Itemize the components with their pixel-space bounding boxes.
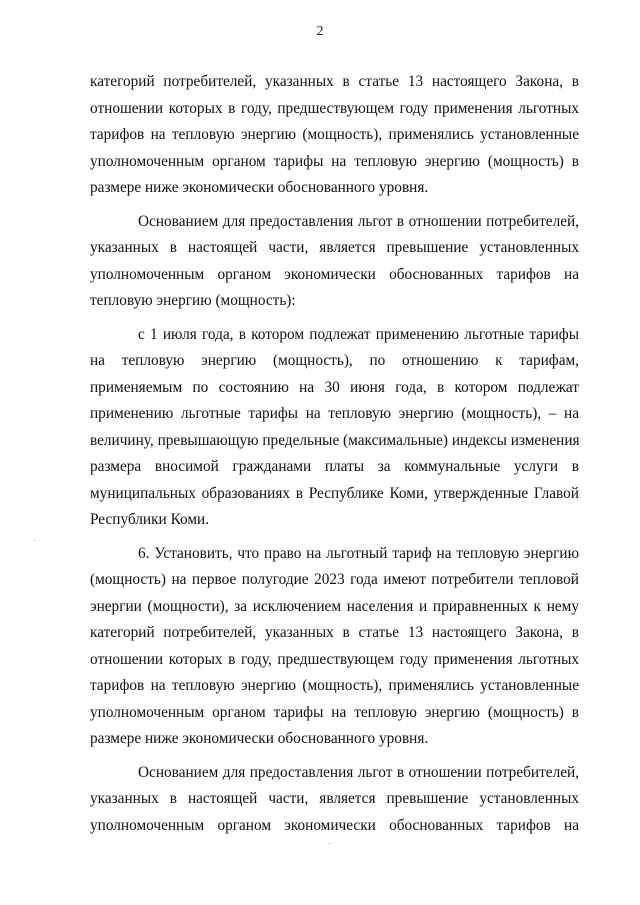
paragraph-continuation [90,69,579,202]
text-line: отношении которых в году, предшествующем году применения льготных [90,99,579,117]
text-line: размере ниже экономически обоснованного уровня. [90,179,429,196]
text-line: тарифов на тепловую энергию (мощность), применялись установленные [90,677,579,694]
text-line: величину, превышающую предельные (максимальные) индексы изменения [90,431,580,449]
text-line: 6. Установить, что право на льготный тариф на тепловую энергию [138,544,579,562]
text-line: Республики Коми. [90,511,210,528]
text-line: размера вносимой гражданами платы за коммунальные услуги в [90,458,579,475]
paragraph-item-6 [90,541,579,753]
body-text [90,69,579,839]
scan-speck [329,843,330,844]
text-line: применяемым по состоянию на 30 июня года, в котором подлежат [90,378,579,396]
text-line: Основанием для предоставления льгот в отношении потребителей, [138,212,579,230]
text-line: применению льготные тарифы на тепловую энергию (мощность), – на [90,405,579,422]
text-line: Основанием для предоставления льгот в отношении потребителей, [138,763,579,781]
text-line: указанных в настоящей части, является превышение установленных [90,790,579,807]
text-line: указанных в настоящей части, является превышение установленных [90,239,579,256]
text-line: категорий потребителей, указанных в статье 13 настоящего Закона, в [90,73,579,90]
paragraph-from-july [90,322,579,534]
scan-speck [34,540,35,541]
text-line: на тепловую энергию (мощность), по отношению к тарифам, [90,352,579,369]
text-line: с 1 июля года, в котором подлежат применению льготные тарифы [138,325,579,343]
paragraph-basis-2 [90,760,579,840]
text-line: уполномоченным органом тарифы на тепловую энергию (мощность) в [90,703,579,721]
text-line: уполномоченным органом экономически обоснованных тарифов на [90,816,579,834]
text-line: уполномоченным органом тарифы на тепловую энергию (мощность) в [90,152,579,170]
text-line: размере ниже экономически обоснованного уровня. [90,730,429,747]
text-line: (мощность) на первое полугодие 2023 года имеют потребители тепловой [90,571,579,588]
paragraph-basis [90,209,579,315]
text-line: уполномоченным органом экономически обоснованных тарифов на [90,265,579,283]
text-line: категорий потребителей, указанных в статье 13 настоящего Закона, в [90,624,579,641]
text-line: отношении которых в году, предшествующем году применения льготных [90,650,579,668]
text-line: тепловую энергию (мощность): [90,292,296,309]
text-line: муниципальных образованиях в Республике Коми, утвержденные Главой [90,484,579,502]
text-line: энергии (мощности), за исключением населения и приравненных к нему [90,597,579,615]
text-line: тарифов на тепловую энергию (мощность), применялись установленные [90,126,579,143]
page-number: 2 [316,24,324,39]
